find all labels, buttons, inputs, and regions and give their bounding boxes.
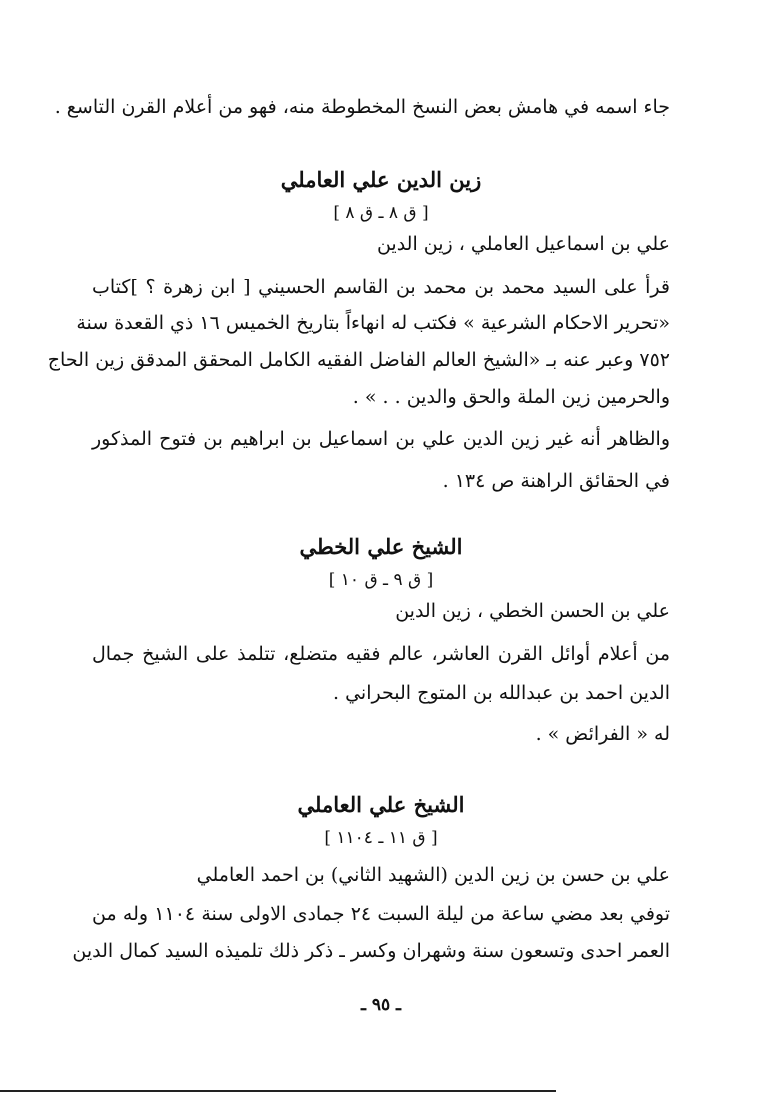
page-number: ـ ٩٥ ـ [360, 995, 402, 1015]
entry-name-line: علي بن اسماعيل العاملي ، زين الدين [376, 233, 670, 255]
body-line: له « الفرائض » . [535, 723, 670, 745]
body-line: من أعلام أوائل القرن العاشر، عالم فقيه متضلع، تتلمذ على الشيخ جمال [92, 643, 670, 665]
entry-heading-al-khatti: الشيخ علي الخطي [299, 534, 463, 559]
entry-heading-al-amili: الشيخ علي العاملي [297, 792, 465, 817]
body-line: والظاهر أنه غير زين الدين علي بن اسماعيل بن ابراهيم بن فتوح المذكور [92, 428, 670, 450]
entry-dates: [ ق ٨ ـ ق ٨ ] [333, 203, 429, 223]
intro-line: جاء اسمه في هامش بعض النسخ المخطوطة منه، فهو من أعلام القرن التاسع . [54, 96, 670, 118]
scan-edge-rule [0, 1090, 556, 1092]
entry-dates: [ ق ١١ ـ ١١٠٤ ] [324, 828, 438, 848]
body-line: قرأ على السيد محمد بن محمد بن القاسم الحسيني [ ابن زهرة ؟ ]كتاب [92, 276, 670, 298]
entry-name-line: علي بن حسن بن زين الدين (الشهيد الثاني) بن احمد العاملي [196, 864, 670, 886]
body-line: توفي بعد مضي ساعة من ليلة السبت ٢٤ جمادى الاولى سنة ١١٠٤ وله من [92, 903, 671, 925]
body-line: الدين احمد بن عبدالله بن المتوج البحراني . [333, 682, 670, 704]
entry-dates: [ ق ٩ ـ ق ١٠ ] [328, 570, 434, 590]
entry-name-line: علي بن الحسن الخطي ، زين الدين [395, 600, 670, 622]
body-line: العمر احدى وتسعون سنة وشهران وكسر ـ ذكر ذلك تلميذه السيد كمال الدين [72, 940, 670, 962]
body-line: في الحقائق الراهنة ص ١٣٤ . [442, 470, 670, 492]
body-line: «تحرير الاحكام الشرعية » فكتب له انهاءاً بتاريخ الخميس ١٦ ذي القعدة سنة [76, 312, 670, 334]
body-line: ٧٥٢ وعبر عنه بـ «الشيخ العالم الفاضل الفقيه الكامل المحقق المدقق زين الحاج [47, 349, 670, 371]
body-line: والحرمين زين الملة والحق والدين . . » . [352, 386, 670, 408]
entry-heading-zayn-al-din: زين الدين علي العاملي [280, 167, 482, 192]
